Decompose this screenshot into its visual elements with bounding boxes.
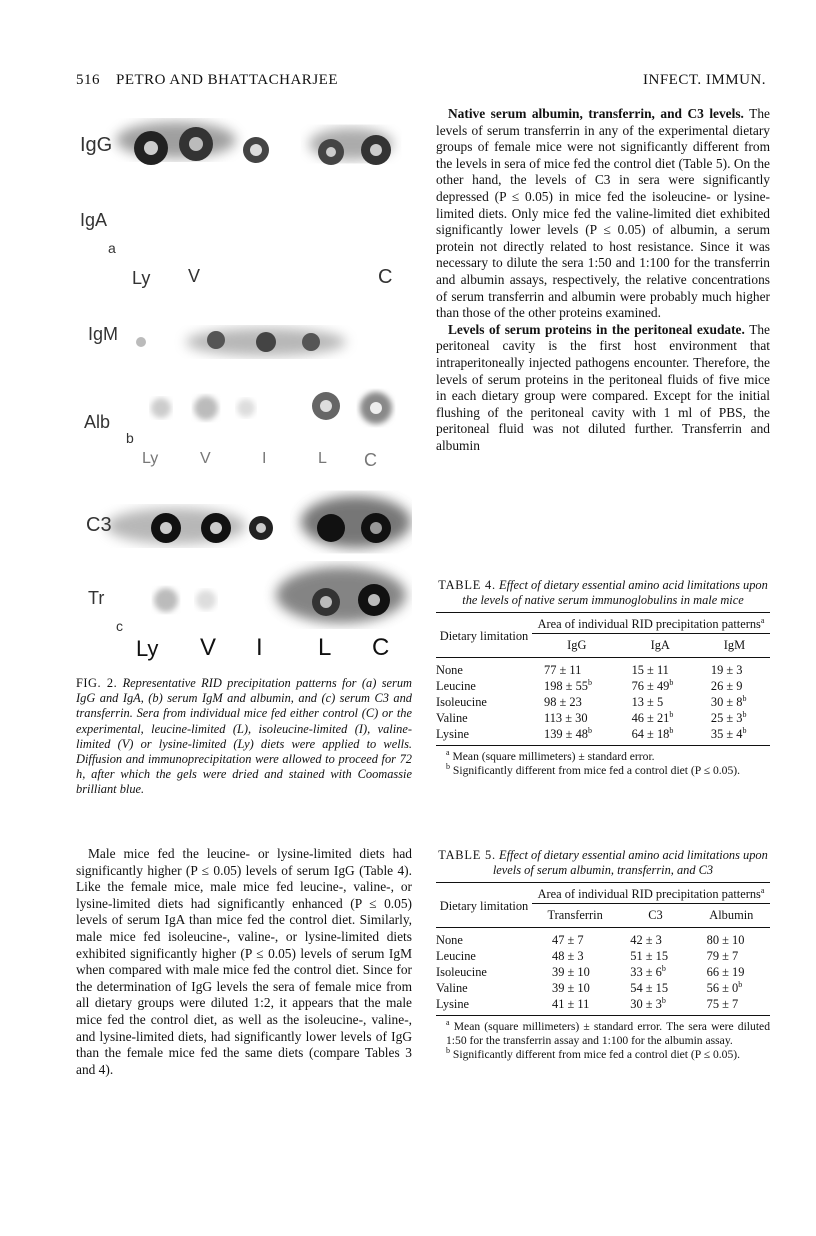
row-label: Lysine bbox=[436, 997, 470, 1011]
table-row bbox=[436, 658, 770, 679]
cell-value: 39 ± 10 bbox=[552, 965, 590, 979]
row-label: Leucine bbox=[436, 679, 476, 693]
page-number: 516 bbox=[76, 72, 100, 88]
cell-value: 51 ± 15 bbox=[630, 949, 669, 963]
column-header: IgG bbox=[567, 638, 587, 652]
lane-label-l-c: L bbox=[318, 634, 332, 661]
footnote-text: Mean (square millimeters) ± standard error. bbox=[452, 750, 655, 763]
left-column-text bbox=[76, 846, 412, 1078]
gel-figure bbox=[76, 110, 412, 670]
lane-label-ly-c: Ly bbox=[136, 636, 159, 661]
span-header bbox=[532, 613, 770, 634]
cell-value: 80 ± 10 bbox=[706, 933, 745, 947]
sig-mark: b bbox=[661, 995, 666, 1005]
column-header: Albumin bbox=[709, 908, 754, 922]
cell-value: 139 ± 48 bbox=[544, 727, 588, 741]
lane-label-ly-a: Ly bbox=[132, 268, 151, 288]
footnote-mark: a bbox=[446, 1018, 450, 1028]
gel-image bbox=[76, 110, 412, 670]
table-row bbox=[436, 928, 770, 949]
table-5-footnote-a bbox=[436, 1020, 770, 1048]
cell-value: 66 ± 19 bbox=[706, 965, 745, 979]
tr-precipitation-row bbox=[154, 567, 406, 623]
sig-mark: b bbox=[661, 963, 666, 973]
igm-precipitation-row bbox=[136, 328, 346, 356]
table-5-title-text: Effect of dietary essential amino acid limitations upon levels of serum albumin, transferrin, and C3 bbox=[492, 848, 768, 877]
footnote-text: Significantly different from mice fed a control diet (P ≤ 0.05). bbox=[452, 764, 741, 777]
cell-value: 41 ± 11 bbox=[552, 997, 590, 1011]
sig-mark: b bbox=[587, 677, 592, 687]
lane-label-c-c: C bbox=[372, 634, 390, 661]
table-row bbox=[436, 980, 770, 996]
table-4-grid bbox=[436, 612, 770, 746]
section-heading: Native serum albumin, transferrin, and C3 levels. bbox=[448, 106, 744, 121]
row-label: Valine bbox=[436, 711, 468, 725]
column-header: Transferrin bbox=[547, 908, 603, 922]
cell-value: 75 ± 7 bbox=[706, 997, 739, 1011]
table-4-title-text: Effect of dietary essential amino acid limitations upon the levels of native serum immunoglobulins in male mice bbox=[462, 578, 768, 607]
table-5 bbox=[436, 848, 770, 1062]
table-4-number: TABLE 4. bbox=[438, 578, 496, 592]
table-5-number: TABLE 5. bbox=[438, 848, 496, 862]
table-5-grid bbox=[436, 882, 770, 1016]
lane-label-c-a: C bbox=[378, 266, 393, 288]
label-c3: C3 bbox=[86, 514, 112, 536]
row-label: Isoleucine bbox=[436, 695, 487, 709]
paragraph: The levels of serum transferrin in any of the experimental dietary groups of female mice were not significantly different from the levels in sera of mice fed the control diet (Table 5). On the other hand, the levels of C3 in sera were significantly depressed (P ≤ 0.05) in mice fed the isoleucine- or lysine-limited diets. Only mice fed the valine-limited diet exhibited significantly lower levels (P ≤ 0.05) of albumin, a serum protein not directly related to host resistance. Since it was necessary to dilute the sera 1:50 and 1:100 for the transferrin and albumin assays, respectively, the relative concentrations of serum transferrin and albumin were probably much higher than those of the other proteins examined. bbox=[436, 106, 770, 321]
table-row bbox=[436, 710, 770, 726]
section-heading: Levels of serum proteins in the peritoneal exudate. bbox=[448, 321, 745, 337]
lane-label-ly-b: Ly bbox=[142, 450, 159, 467]
alb-precipitation-row bbox=[151, 392, 392, 424]
footnote-mark: a bbox=[760, 885, 765, 895]
table-row bbox=[436, 678, 770, 694]
paragraph: The peritoneal cavity is the first host environment that intraperitoneally injected pathogens encounter. Therefore, the levels of serum proteins in the peritoneal fluids of five mice in each dietary group were compared. Except for the initial flushing of the peritoneal cavity with 1 ml of PBS, the peritoneal fluid was not diluted further. Transferrin and albumin bbox=[436, 321, 771, 453]
footnote-mark: b bbox=[446, 1046, 450, 1056]
igg-precipitation-row bbox=[116, 122, 393, 165]
cell-value: 19 ± 3 bbox=[710, 663, 743, 677]
label-a: a bbox=[108, 240, 116, 256]
column-header: IgA bbox=[650, 638, 670, 652]
c3-precipitation-row bbox=[106, 496, 411, 548]
sig-mark: b bbox=[738, 979, 743, 989]
cell-value: 54 ± 15 bbox=[630, 981, 669, 995]
label-igm: IgM bbox=[88, 324, 119, 344]
journal-name: INFECT. IMMUN. bbox=[643, 72, 766, 88]
cell-value: 30 ± 3 bbox=[630, 997, 662, 1011]
lane-label-l-b: L bbox=[318, 450, 327, 467]
row-label: Isoleucine bbox=[436, 965, 487, 979]
label-iga: IgA bbox=[80, 210, 108, 230]
sig-mark: b bbox=[669, 725, 674, 735]
label-igg: IgG bbox=[80, 134, 113, 156]
table-5-footnote-b bbox=[436, 1048, 770, 1062]
sig-mark: b bbox=[742, 709, 747, 719]
right-column-text bbox=[436, 106, 770, 454]
figure-caption-text: Representative RID precipitation patterns for (a) serum IgG and IgA, (b) serum IgM and albumin, and (c) serum C3 and transferrin. Sera from individual mice fed either control (C) or the experimental, leucine-limited (L), isoleucine-limited (I), valine-limited (V) or lysine-limited (Ly) diets were applied to wells. Diffusion and immunoprecipitation were allowed to proceed for 72 h, after which the gels were dried and stained with Coomassie brilliant blue. bbox=[76, 676, 412, 797]
table-row bbox=[436, 964, 770, 980]
sig-mark: b bbox=[587, 725, 592, 735]
table-5-title bbox=[436, 848, 770, 878]
cell-value: 13 ± 5 bbox=[631, 695, 664, 709]
running-authors: PETRO AND BHATTACHARJEE bbox=[116, 72, 338, 88]
cell-value: 42 ± 3 bbox=[630, 933, 662, 947]
row-label: Lysine bbox=[436, 727, 470, 741]
footnote-text: Mean (square millimeters) ± standard error. The sera were diluted 1:50 for the transferrin assay and 1:100 for the albumin assay. bbox=[446, 1020, 770, 1047]
stub-header: Dietary limitation bbox=[439, 899, 529, 913]
table-row bbox=[436, 948, 770, 964]
cell-value: 64 ± 18 bbox=[631, 727, 670, 741]
span-header-text: Area of individual RID precipitation patterns bbox=[537, 617, 761, 631]
sig-mark: b bbox=[669, 709, 674, 719]
cell-value: 98 ± 23 bbox=[544, 695, 582, 709]
cell-value: 76 ± 49 bbox=[631, 679, 670, 693]
label-b: b bbox=[126, 430, 134, 446]
span-header-text: Area of individual RID precipitation patterns bbox=[537, 887, 761, 901]
figure-number: FIG. 2. bbox=[76, 676, 118, 690]
cell-value: 33 ± 6 bbox=[630, 965, 662, 979]
lane-label-v-b: V bbox=[200, 450, 211, 467]
label-tr: Tr bbox=[88, 588, 105, 608]
table-4-footnote-b bbox=[436, 764, 770, 778]
cell-value: 47 ± 7 bbox=[552, 933, 584, 947]
lane-label-v-c: V bbox=[200, 634, 217, 661]
cell-value: 77 ± 11 bbox=[544, 663, 582, 677]
sig-mark: b bbox=[742, 725, 747, 735]
paragraph: Male mice fed the leucine- or lysine-limited diets had significantly higher (P ≤ 0.05) levels of serum IgG (Table 4). Like the female mice, male mice fed leucine-, valine-, or lysine-limited diets had significantly enhanced (P ≤ 0.05) levels of serum IgA than mice fed the control diet. Similarly, male mice fed isoleucine-, valine-, or lysine-limited diets exhibited significantly higher (P ≤ 0.05) levels of serum IgM when compared with male mice fed the control diet. Since for the determination of IgG levels the sera of female mice from all dietary groups were diluted 1:2, it appears that the male mice fed the control diet, as well as the isoleucine-, valine-, and lysine-limited diets, had significantly lower levels of IgG than the female mice fed the same diets (compare Tables 3 and 4). bbox=[76, 846, 412, 1077]
lane-label-v-a: V bbox=[188, 266, 201, 286]
figure-caption bbox=[76, 676, 412, 798]
cell-value: 35 ± 4 bbox=[710, 727, 743, 741]
cell-value: 198 ± 55 bbox=[544, 679, 588, 693]
sig-mark: b bbox=[742, 693, 747, 703]
table-4-title bbox=[436, 578, 770, 608]
cell-value: 48 ± 3 bbox=[552, 949, 584, 963]
table-4-footnote-a bbox=[436, 750, 770, 764]
cell-value: 56 ± 0 bbox=[706, 981, 739, 995]
footnote-mark: a bbox=[760, 615, 765, 625]
column-header: C3 bbox=[648, 908, 663, 922]
lane-label-i-b: I bbox=[262, 450, 267, 467]
cell-value: 46 ± 21 bbox=[631, 711, 670, 725]
cell-value: 113 ± 30 bbox=[544, 711, 588, 725]
cell-value: 15 ± 11 bbox=[631, 663, 669, 677]
table-row bbox=[436, 996, 770, 1016]
footnote-mark: b bbox=[446, 762, 450, 772]
stub-header: Dietary limitation bbox=[439, 629, 529, 643]
lane-label-i-c: I bbox=[256, 634, 263, 661]
cell-value: 79 ± 7 bbox=[706, 949, 739, 963]
column-header: IgM bbox=[723, 638, 746, 652]
cell-value: 39 ± 10 bbox=[552, 981, 590, 995]
row-label: Valine bbox=[436, 981, 468, 995]
cell-value: 26 ± 9 bbox=[710, 679, 743, 693]
label-c: c bbox=[116, 618, 123, 634]
table-4 bbox=[436, 578, 770, 778]
lane-label-c-b: C bbox=[364, 450, 377, 470]
footnote-text: Significantly different from mice fed a control diet (P ≤ 0.05). bbox=[452, 1048, 741, 1061]
label-alb: Alb bbox=[84, 412, 111, 432]
span-header bbox=[532, 883, 770, 904]
row-label: Leucine bbox=[436, 949, 476, 963]
table-row bbox=[436, 726, 770, 746]
cell-value: 30 ± 8 bbox=[710, 695, 743, 709]
row-label: None bbox=[436, 663, 463, 677]
row-label: None bbox=[436, 933, 463, 947]
table-row bbox=[436, 694, 770, 710]
sig-mark: b bbox=[669, 677, 674, 687]
cell-value: 25 ± 3 bbox=[710, 711, 743, 725]
footnote-mark: a bbox=[446, 748, 450, 758]
